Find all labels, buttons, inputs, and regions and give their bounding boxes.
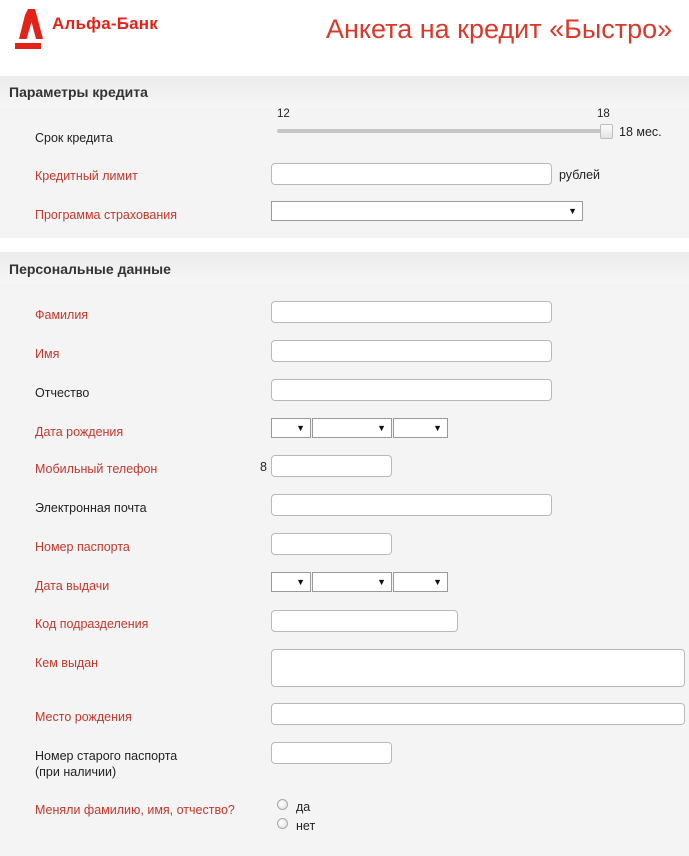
name-changed-yes-label[interactable]: да <box>296 800 311 814</box>
division-code-label: Код подразделения <box>35 617 149 631</box>
name-changed-no-radio[interactable] <box>277 818 288 829</box>
issued-by-label: Кем выдан <box>35 656 99 670</box>
term-label: Срок кредита <box>35 131 113 145</box>
insurance-label: Программа страхования <box>35 208 178 222</box>
logo-text: Альфа-Банк <box>52 14 158 33</box>
term-slider-thumb[interactable] <box>600 124 613 139</box>
patronymic-label: Отчество <box>35 386 90 400</box>
credit-section-title: Параметры кредита <box>9 84 148 100</box>
term-value: 18 мес. <box>619 125 662 139</box>
mobile-label: Мобильный телефон <box>35 462 158 476</box>
birth-day-select[interactable] <box>271 418 311 438</box>
first-name-label: Имя <box>35 347 60 361</box>
triangle-down-icon: ▼ <box>296 577 305 587</box>
last-name-input[interactable] <box>271 301 552 323</box>
limit-label: Кредитный лимит <box>35 169 138 183</box>
last-name-label: Фамилия <box>35 308 89 322</box>
passport-number-label: Номер паспорта <box>35 540 130 554</box>
credit-section-header <box>0 76 689 108</box>
personal-section-header <box>0 252 689 284</box>
division-code-input[interactable] <box>271 610 458 632</box>
limit-suffix: рублей <box>559 168 601 182</box>
birth-date-label: Дата рождения <box>35 425 124 439</box>
issued-by-textarea[interactable] <box>271 649 685 687</box>
email-label: Электронная почта <box>35 501 147 515</box>
mobile-prefix: 8 <box>260 460 267 474</box>
alfa-logo-icon <box>13 9 43 51</box>
triangle-down-icon: ▼ <box>433 423 442 433</box>
personal-section-title: Персональные данные <box>9 261 171 277</box>
name-changed-label: Меняли фамилию, имя, отчество? <box>35 803 235 817</box>
issue-year-select[interactable] <box>393 572 448 592</box>
triangle-down-icon: ▼ <box>296 423 305 433</box>
old-passport-hint: (при наличии) <box>35 765 117 779</box>
issue-month-select[interactable] <box>312 572 392 592</box>
first-name-input[interactable] <box>271 340 552 362</box>
name-changed-yes-radio[interactable] <box>277 799 288 810</box>
birth-year-select[interactable] <box>393 418 448 438</box>
triangle-down-icon: ▼ <box>377 577 386 587</box>
patronymic-input[interactable] <box>271 379 552 401</box>
triangle-down-icon: ▼ <box>377 423 386 433</box>
limit-input[interactable] <box>271 163 552 185</box>
term-min-tick: 12 <box>277 108 290 120</box>
name-changed-no-label[interactable]: нет <box>296 819 316 833</box>
page-header <box>0 0 689 76</box>
birth-place-input[interactable] <box>271 703 685 725</box>
triangle-down-icon: ▼ <box>568 206 577 216</box>
mobile-input[interactable] <box>271 455 392 477</box>
birth-month-select[interactable] <box>312 418 392 438</box>
term-max-tick: 18 <box>597 108 610 120</box>
old-passport-input[interactable] <box>271 742 392 764</box>
passport-number-input[interactable] <box>271 533 392 555</box>
term-slider-track[interactable] <box>277 129 603 133</box>
triangle-down-icon: ▼ <box>433 577 442 587</box>
old-passport-label: Номер старого паспорта <box>35 749 178 763</box>
email-input[interactable] <box>271 494 552 516</box>
issue-date-label: Дата выдачи <box>35 579 110 593</box>
birth-place-label: Место рождения <box>35 710 132 724</box>
insurance-select[interactable] <box>271 201 583 221</box>
page-title: Анкета на кредит «Быстро» <box>326 14 673 44</box>
issue-day-select[interactable] <box>271 572 311 592</box>
